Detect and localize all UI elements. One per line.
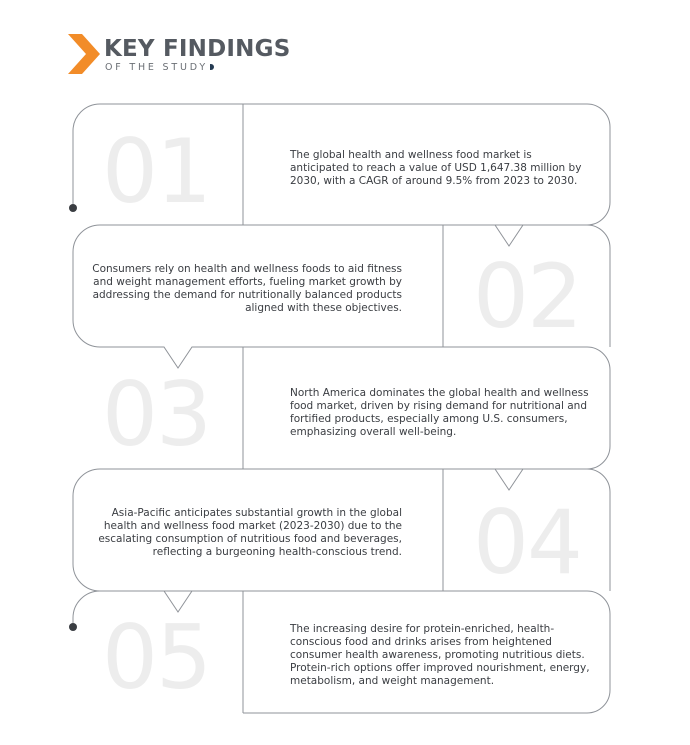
finding-number-02: 02	[473, 245, 581, 348]
finding-number-03: 03	[102, 363, 210, 466]
finding-text-05: The increasing desire for protein-enriched, health-conscious food and drinks arises from heightened consumer health awareness, promoting nutritious diets. Protein-rich options offer improved nourishment, energy, metabolism, and weight management.	[290, 623, 590, 687]
finding-number-01: 01	[102, 120, 210, 223]
finding-number-05: 05	[102, 606, 210, 709]
page-title: KEY FINDINGS	[104, 36, 291, 62]
timeline-dot-01	[69, 204, 77, 212]
finding-number-04: 04	[473, 491, 581, 594]
finding-text-02: Consumers rely on health and wellness foods to aid fitness and weight management efforts, fueling market growth by addressing the demand for nutritionally balanced products aligned with these objectives.	[92, 263, 402, 314]
page-subtitle-text: OF THE STUDY	[105, 62, 208, 73]
finding-text-01: The global health and wellness food market is anticipated to reach a value of USD 1,647.38 million by 2030, with a CAGR of around 9.5% from 2023 to 2030.	[290, 149, 582, 187]
finding-text-03: North America dominates the global health and wellness food market, driven by rising demand for nutritional and fortified products, especially among U.S. consumers, emphasizing overall well-being.	[290, 387, 589, 438]
finding-text-04: Asia-Pacific anticipates substantial growth in the global health and wellness food market (2023-2030) due to the escalating consumption of nutritious food and beverages, reflecting a burgeoning health-conscious trend.	[98, 507, 402, 558]
timeline-dot-05	[69, 623, 77, 631]
